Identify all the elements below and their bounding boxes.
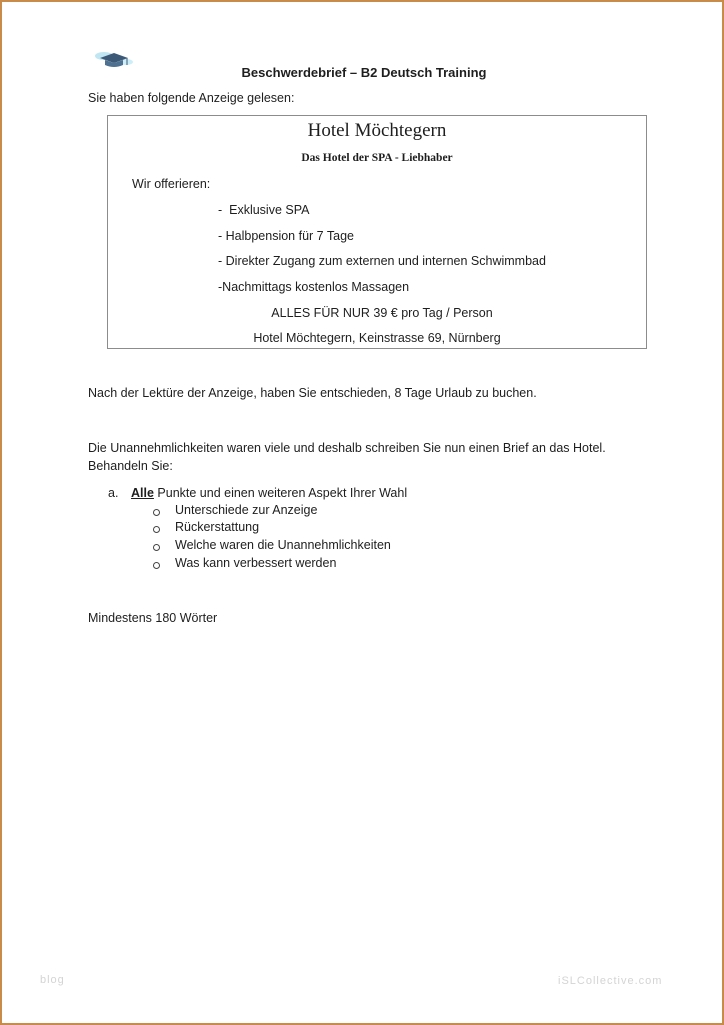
watermark-right: iSLCollective.com bbox=[558, 975, 663, 987]
task-letter: a. bbox=[108, 486, 119, 500]
watermark-left: blog bbox=[40, 974, 65, 986]
circle-bullet-icon bbox=[153, 526, 160, 533]
intro-text: Sie haben folgende Anzeige gelesen: bbox=[88, 91, 295, 105]
task-point: Unterschiede zur Anzeige bbox=[175, 503, 318, 517]
offer-text: Direkter Zugang zum externen und internen Schwimmbad bbox=[225, 254, 546, 268]
paragraph-complaint: Die Unannehmlichkeiten waren viele und deshalb schreiben Sie nun einen Brief an das Hotel. bbox=[88, 441, 606, 455]
hotel-address: Hotel Möchtegern, Keinstrasse 69, Nürnberg bbox=[253, 331, 501, 345]
offer-item bbox=[218, 203, 309, 217]
paragraph-instruction: Behandeln Sie: bbox=[88, 459, 173, 473]
advertisement-box bbox=[107, 115, 647, 349]
task-text: Punkte und einen weiteren Aspekt Ihrer Wahl bbox=[153, 486, 408, 500]
hotel-tagline: Das Hotel der SPA - Liebhaber bbox=[301, 152, 453, 164]
price-line: ALLES FÜR NUR 39 € pro Tag / Person bbox=[271, 306, 493, 320]
offer-prefix: - bbox=[218, 280, 223, 294]
paragraph-booking: Nach der Lektüre der Anzeige, haben Sie entschieden, 8 Tage Urlaub zu buchen. bbox=[88, 386, 537, 400]
task-emphasis: Alle bbox=[131, 486, 154, 500]
task-heading bbox=[131, 486, 407, 500]
offer-prefix: - bbox=[218, 254, 226, 268]
offer-text: Nachmittags kostenlos Massagen bbox=[222, 280, 410, 294]
hotel-name: Hotel Möchtegern bbox=[307, 120, 447, 141]
circle-bullet-icon bbox=[153, 509, 160, 516]
circle-bullet-icon bbox=[153, 544, 160, 551]
task-point: Was kann verbessert werden bbox=[175, 556, 337, 570]
task-point: Welche waren die Unannehmlichkeiten bbox=[175, 538, 391, 552]
document-title: Beschwerdebrief – B2 Deutsch Training bbox=[241, 65, 487, 80]
offer-item bbox=[218, 280, 409, 294]
offer-prefix: - bbox=[218, 203, 230, 217]
offer-item bbox=[218, 254, 546, 268]
minimum-words: Mindestens 180 Wörter bbox=[88, 611, 218, 625]
circle-bullet-icon bbox=[153, 562, 160, 569]
offer-prefix: - bbox=[218, 229, 226, 243]
task-point: Rückerstattung bbox=[175, 520, 260, 534]
offer-text: Exklusive SPA bbox=[229, 203, 310, 217]
offer-heading: Wir offerieren: bbox=[132, 177, 211, 191]
offer-item bbox=[218, 229, 354, 243]
offer-text: Halbpension für 7 Tage bbox=[225, 229, 354, 243]
